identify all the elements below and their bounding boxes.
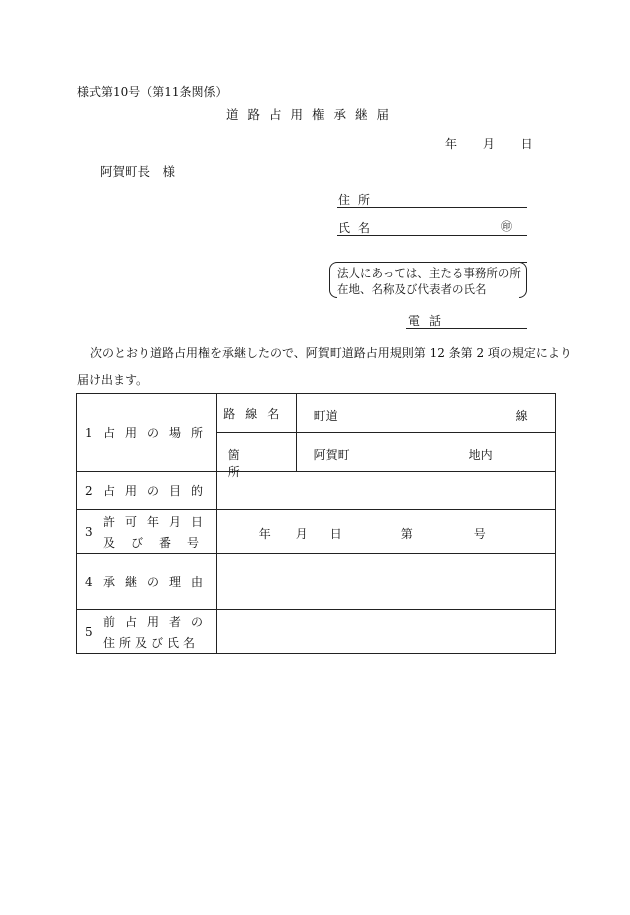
previous-occupant-label-line1: 前占用者の (103, 614, 214, 629)
permit-year: 年 (258, 527, 271, 541)
permit-day: 日 (329, 527, 342, 541)
corporate-note (329, 262, 527, 298)
previous-occupant-value-cell[interactable] (216, 610, 555, 654)
row-number: 2 (85, 484, 93, 498)
table-row (77, 394, 556, 433)
row-number: 1 (85, 426, 93, 440)
name-line (337, 235, 527, 236)
phone-label: 電話 (408, 314, 451, 328)
row-number: 5 (85, 624, 93, 639)
row-number: 3 (85, 524, 93, 539)
table-row (77, 472, 556, 510)
route-label: 路線名 (223, 406, 290, 421)
permit-dai: 第 (400, 527, 413, 541)
reason-label-cell (77, 554, 217, 610)
permit-label-line2: 及び番号 (103, 535, 216, 550)
route-value-cell[interactable] (296, 394, 555, 433)
date-line: 年 月 日 (445, 137, 533, 151)
table-row (77, 510, 556, 554)
spot-suffix: 地内 (468, 448, 493, 462)
purpose-label: 占用の目的 (103, 484, 214, 498)
permit-label-cell (77, 510, 217, 554)
previous-occupant-label-cell (77, 610, 217, 654)
route-suffix: 線 (515, 409, 528, 423)
reason-value-cell[interactable] (216, 554, 555, 610)
address-label: 住所 (338, 193, 379, 207)
document-title: 道路占用権承継届 (226, 107, 399, 122)
right-parenthesis (519, 262, 527, 298)
phone-line (406, 328, 527, 329)
location-label-cell (77, 394, 217, 472)
permit-month: 月 (295, 527, 308, 541)
corporate-note-line1: 法人にあっては、主たる事務所の所 (337, 266, 521, 280)
spot-value-cell[interactable] (296, 433, 555, 472)
application-table (76, 393, 556, 654)
permit-value-cell[interactable] (216, 510, 555, 554)
spot-prefix: 阿賀町 (313, 448, 350, 462)
addressee: 阿賀町長 様 (100, 164, 176, 179)
previous-occupant-label-line2: 住所及び氏名 (103, 635, 200, 650)
left-parenthesis (329, 262, 337, 298)
route-label-cell (216, 394, 296, 433)
table-row (77, 610, 556, 654)
name-label: 氏名 (338, 221, 379, 235)
form-number: 様式第10号（第11条関係） (77, 85, 228, 99)
permit-label-line1: 許可年月日 (103, 514, 214, 529)
row-number: 4 (85, 575, 93, 589)
statement-line2: 届け出ます。 (77, 373, 149, 387)
location-label: 占用の場所 (103, 426, 214, 440)
reason-label: 承継の理由 (103, 575, 214, 589)
route-prefix: 町道 (313, 409, 338, 423)
address-line (337, 207, 527, 208)
statement-line1: 次のとおり道路占用権を承継したので、阿賀町道路占用規則第 12 条第 2 項の規定により (90, 346, 572, 360)
purpose-label-cell (77, 472, 217, 510)
permit-go: 号 (473, 527, 486, 541)
spot-label-cell (216, 433, 296, 479)
table-row (77, 554, 556, 610)
seal-mark: ㊞ (501, 220, 512, 233)
corporate-note-line2: 在地、名称及び代表者の氏名 (337, 282, 487, 296)
spot-label: 箇所 (227, 448, 272, 479)
